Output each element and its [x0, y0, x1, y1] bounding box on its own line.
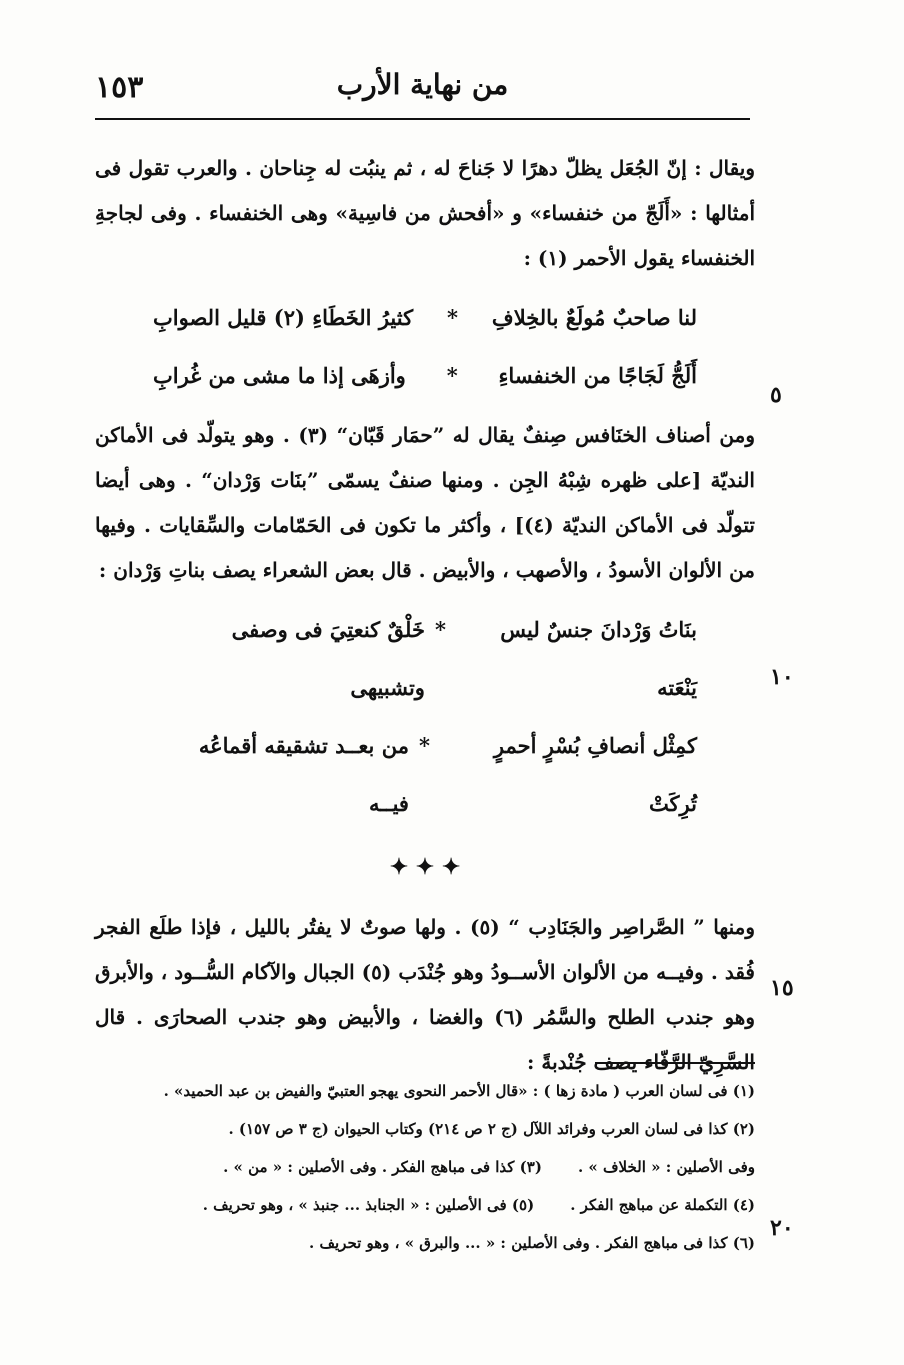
- footnote-line: [95, 1148, 755, 1186]
- running-title: من نهاية الأرب: [336, 68, 509, 101]
- footnote-line: [95, 1186, 755, 1224]
- verse-separator: *: [447, 305, 458, 330]
- paragraph-2: ومن أصناف الخنَافس صِنفٌ يقال له ”حمَار قَبّان“ (٣) . وهو يتولّد فى الأماكن النديّة [على ظهره شِبْهُ الجِن . ومنها صنفٌ يسمّى ”بنَات وَرْدان“ . وهى أيضا تتولّد فى الأماكن النديّة (٤)] ، وأكثر ما تكون فى الحَمّامات والسِّقايات . وفيها من الألوان الأسودُ ، والأصهب ، والأبيض . قال بعض الشعراء يصف بناتِ وَرْدان :: [95, 423, 755, 582]
- line-number-5: ٥: [770, 382, 782, 408]
- hemistich-left: من بعــد تشقيقه أقماعُه فيــه: [198, 733, 409, 816]
- verse-separator: *: [418, 733, 430, 758]
- hemistich-right: أَلَجُّ لَجَاجًا من الخنفساءِ: [498, 363, 697, 388]
- footnote-rule: [595, 1062, 755, 1064]
- verse-line: [95, 289, 755, 347]
- line-number-10: ١٠: [770, 664, 794, 690]
- footnote-line: [95, 1224, 755, 1262]
- paragraph-1: ويقال : إنّ الجُعَل يظلّ دهرًا لا جَناحَ له ، ثم ينبُت له جِناحان . والعرب تقول فى أمثالها : «أَلَجّ من خنفساء» و «أفحش من فاسِية» وهى الخنفساء . وفى لجاجةِ الخنفساء يقول الأحمر (١) :: [95, 156, 755, 270]
- hemistich-right: كمِثْل أنصافِ بُسْرٍ أحمرٍ تُرِكَتْ: [493, 733, 697, 816]
- verse-line: [95, 601, 755, 717]
- page-number: ١٥٣: [95, 70, 144, 105]
- footnote-4: (٤) التكملة عن مباهج الفكر .: [570, 1196, 755, 1214]
- line-number-20: ٢٠: [770, 1215, 794, 1241]
- verse-block-2: [95, 601, 755, 833]
- footnote-line: [95, 1072, 755, 1110]
- hemistich-right: بنَاتُ وَرْدانَ جنسٌ ليس يَنْعَته: [500, 617, 697, 700]
- footnote-3: (٣) كذا فى مباهج الفكر . وفى الأصلين : « من » .: [223, 1158, 542, 1176]
- page-header: [95, 62, 750, 120]
- hemistich-left: كثيرُ الخَطَاءِ (٢) قليل الصوابِ: [153, 305, 414, 330]
- line-number-15: ١٥: [770, 975, 794, 1001]
- footnote-2: (٢) كذا فى لسان العرب وفرائد اللآل (ج ٢ ص ٢١٤) وكتاب الحيوان (ج ٣ ص ١٥٧) .: [228, 1120, 755, 1138]
- main-text: [95, 146, 755, 1085]
- verse-line: [95, 717, 755, 833]
- footnote-5: (٥) فى الأصلين : « الجنابذ ... جنبذ » ، وهو تحريف .: [202, 1196, 535, 1214]
- footnote-6: (٦) كذا فى مباهج الفكر . وفى الأصلين : « ... والبرق » ، وهو تحريف .: [309, 1234, 755, 1252]
- verse-separator: *: [434, 617, 446, 642]
- footnote-line: [95, 1110, 755, 1148]
- verse-line: [95, 347, 755, 405]
- hemistich-left: خَلْقٌ كنعتِيَ فى وصفى وتشبيهى: [231, 617, 425, 700]
- verse-block-1: [95, 289, 755, 405]
- footnote-1: (١) فى لسان العرب ( مادة زها ) : «قال الأحمر النحوى يهجو العتبيّ والفيض بن عبد الحميد» .: [163, 1082, 755, 1100]
- footnotes: [95, 1062, 755, 1262]
- paragraph-3: ومنها ” الصَّراصِر والجَنَادِب “ (٥) . ولها صوتٌ لا يفتُر بالليل ، فإذا طلَع الفجر فُقد . وفيــه من الألوان الأســودُ وهو جُنْدَب (٥) الجبال والآكام السُّــود ، والأبرق وهو جندب الطلح والسَّمُر (٦) والغضا ، والأبيض وهو جندب الصحارَى . قال السَّرِيّ الرَّفّاء يصف جُنْدبةً :: [95, 915, 755, 1074]
- footnote-2-cont: وفى الأصلين : « الخلاف » .: [577, 1158, 755, 1176]
- hemistich-left: وأزهَى إذا ما مشى من غُرابِ: [153, 363, 406, 388]
- verse-separator: *: [446, 363, 458, 388]
- hemistich-right: لنا صاحبٌ مُولَعٌ بالخِلافِ: [491, 305, 697, 330]
- section-ornament: ✦ ✦ ✦: [389, 854, 461, 880]
